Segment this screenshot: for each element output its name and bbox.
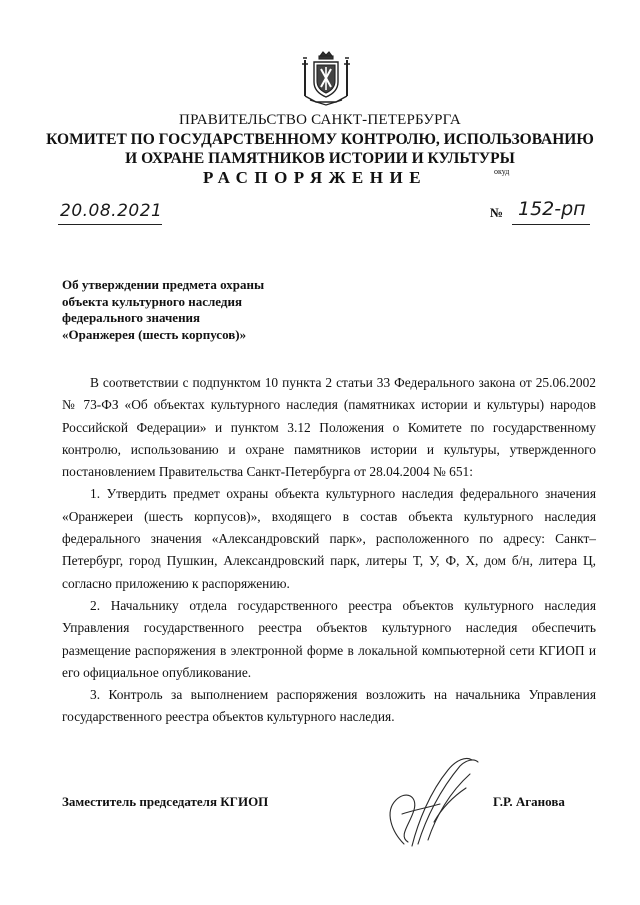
signatory-position: Заместитель председателя КГИОП (62, 794, 269, 809)
document-number-field (490, 200, 590, 224)
intro-paragraph: В соответствии с подпунктом 10 пункта 2 статьи 33 Федерального закона от 25.06.2002 № 73-ФЗ «Об объектах культурного наследия (памятниках истории и культуры) народов Российской Федерации» и пунктом 3.12 Положения о Комитете по государственному контролю, использованию и охране памятников истории и культуры, утвержденного постановлением Правительства Санкт-Петербурга от 28.04.2004 № 651: (62, 375, 596, 480)
signatory-name: Г.Р. Аганова (493, 794, 565, 809)
number-sign: № (490, 205, 504, 220)
title-line-1: Об утверждении предмета охраны (62, 277, 265, 292)
document-body (62, 372, 596, 729)
item-3-paragraph: 3. Контроль за выполнением распоряжения возложить на начальника Управления государственного реестра объектов культурного наследия. (62, 687, 596, 725)
document-type: РАСПОРЯЖЕНИЕ (202, 168, 428, 187)
document-title (62, 277, 382, 343)
document-number: 152-рп (518, 198, 586, 220)
item-1-paragraph: 1. Утвердить предмет охраны объекта культурного наследия федерального значения «Оранжереи (шесть корпусов)», входящего в состав объекта культурного наследия федерального значения «Александровский парк», расположенного по адресу: Санкт–Петербург, город Пушкин, Александровский парк, литеры Т, У, Ф, Х, дом б/н, литера Ц, согласно приложению к распоряжению. (62, 486, 596, 591)
government-name: ПРАВИТЕЛЬСТВО САНКТ-ПЕТЕРБУРГА (179, 112, 461, 128)
number-underline (512, 200, 590, 225)
item-2-paragraph: 2. Начальнику отдела государственного реестра объектов культурного наследия Управления государственного реестра объектов культурного наследия обеспечить размещение распоряжения в электронной форме в локальной компьютерной сети КГИОП и его официальное опубликование. (62, 597, 596, 680)
document-date: 20.08.2021 (60, 201, 163, 221)
title-line-2: объекта культурного наследия (62, 293, 242, 309)
okud-label: окуд (494, 167, 510, 176)
committee-line-2: И ОХРАНЕ ПАМЯТНИКОВ ИСТОРИИ И КУЛЬТУРЫ (125, 150, 515, 167)
document-date-field (58, 200, 162, 225)
coat-of-arms-icon (300, 50, 352, 106)
title-line-3: федерального значения (62, 310, 201, 325)
handwritten-signature-icon (374, 752, 484, 852)
committee-name (0, 130, 640, 168)
title-line-4: «Оранжерея (шесть корпусов)» (62, 326, 247, 342)
committee-line-1: КОМИТЕТ ПО ГОСУДАРСТВЕННОМУ КОНТРОЛЮ, ИСПОЛЬЗОВАНИЮ (46, 131, 594, 148)
